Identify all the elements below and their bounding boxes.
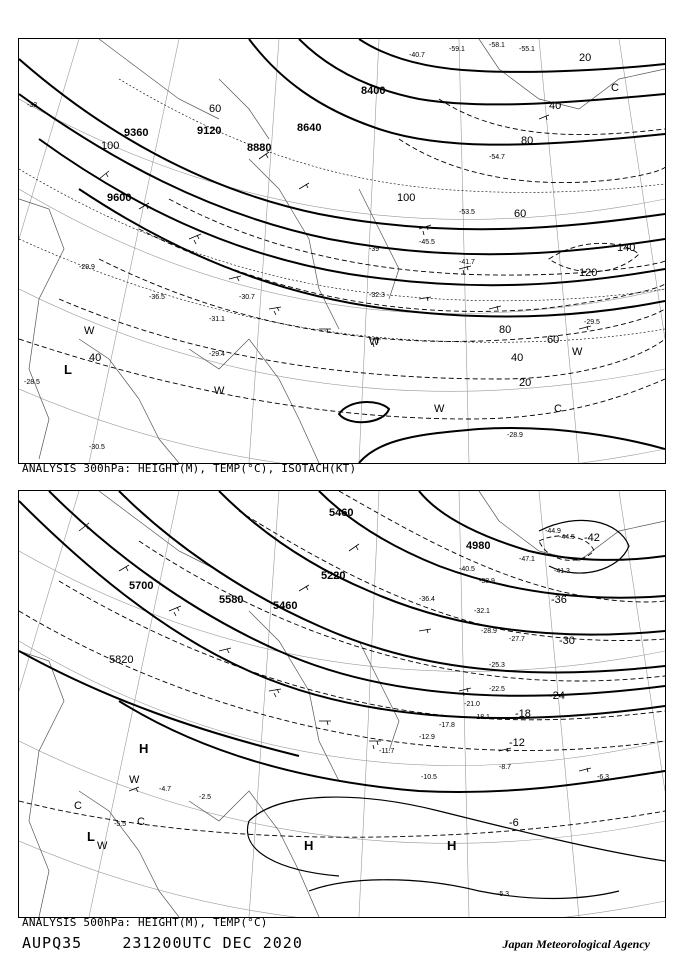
caption-500hpa: ANALYSIS 500hPa: HEIGHT(M), TEMP(°C) [22, 916, 268, 929]
warm-mark: W [572, 346, 583, 358]
temp-value: -30.7 [239, 294, 255, 301]
agency-name: Japan Meteorological Agency [502, 937, 650, 951]
coastline [19, 491, 665, 917]
station-value: -27.7 [509, 636, 525, 643]
station-value: -2.5 [199, 794, 212, 801]
temp-value: -41.7 [459, 259, 475, 266]
height-label-9120: 9120 [197, 125, 222, 137]
height-label-8880: 8880 [247, 142, 272, 154]
warm-mark: W [84, 325, 95, 337]
temp-value: -28.5 [24, 379, 40, 386]
station-value: -6.3 [597, 774, 610, 781]
station-value: -28.9 [481, 628, 497, 635]
low-mark: L [87, 829, 95, 844]
warm-mark: W [434, 403, 445, 415]
isotherm-label: -36 [551, 594, 567, 606]
isotach-label: 120 [579, 267, 598, 279]
isotach-label: 140 [617, 242, 636, 254]
high-mark: H [447, 838, 457, 853]
height-label-9360: 9360 [124, 127, 149, 139]
station-value: -18.1 [474, 714, 490, 721]
station-value: -32.1 [474, 608, 490, 615]
high-mark: H [304, 838, 314, 853]
height-label-8400: 8400 [361, 85, 386, 97]
station-value: -44.5 [559, 534, 575, 541]
isotach-label: 40 [511, 352, 524, 364]
station-value: -41.3 [554, 568, 570, 575]
cold-mark: C [611, 82, 619, 94]
valid-time: 231200UTC DEC 2020 [122, 934, 303, 952]
isotach-label: 80 [521, 135, 534, 147]
height-label-5460b: 5460 [329, 507, 354, 519]
isotherm-label: -12 [509, 737, 525, 749]
station-value: -17.8 [439, 722, 455, 729]
temp-value: -30.5 [89, 444, 105, 451]
warm-mark: W [214, 385, 225, 397]
isotach-label: 40 [89, 352, 102, 364]
chart-code [22, 934, 303, 952]
station-value: -10.5 [421, 774, 437, 781]
temp-value: -28.9 [507, 432, 523, 439]
isotach-label: 100 [101, 140, 120, 152]
station-value: -5.5 [114, 821, 127, 828]
temp-value: -40.7 [409, 52, 425, 59]
temp-value: -29.5 [584, 319, 600, 326]
station-value: -8.7 [499, 764, 512, 771]
temp-value: -29.9 [79, 264, 95, 271]
temp-value: -33 [27, 102, 38, 109]
height-label-5820: 5820 [109, 654, 134, 666]
chart-500hpa [18, 490, 666, 918]
caption-300hpa: ANALYSIS 300hPa: HEIGHT(M), TEMP(°C), ISOTACH(KT) [22, 462, 357, 475]
wind-barbs [99, 115, 591, 347]
station-value: -44.9 [545, 528, 561, 535]
station-value: -4.7 [159, 786, 172, 793]
isotach-label: 60 [514, 208, 527, 220]
height-label-4980: 4980 [466, 540, 491, 552]
height-contours [19, 39, 665, 463]
temp-value: -45.5 [419, 239, 435, 246]
isotach-label: 60 [547, 334, 560, 346]
station-value: -21.0 [464, 701, 480, 708]
map-300hpa [19, 39, 665, 463]
graticule [19, 491, 665, 917]
height-label-5700: 5700 [129, 580, 154, 592]
station-value: -38.9 [479, 578, 495, 585]
temp-value: -55.1 [519, 46, 535, 53]
temp-value: -53.5 [459, 209, 475, 216]
height-label-8640: 8640 [297, 122, 322, 134]
wind-barbs [79, 523, 591, 792]
high-mark: H [139, 741, 149, 756]
height-label-5580: 5580 [219, 594, 244, 606]
chart-300hpa [18, 38, 666, 464]
isotherm-label: -18 [515, 708, 531, 720]
temp-value: -32.3 [369, 292, 385, 299]
warm-mark: W [369, 336, 380, 348]
temp-value: -58.1 [489, 42, 505, 49]
station-value: -12.9 [419, 734, 435, 741]
warm-mark: W [129, 774, 140, 786]
temp-value: -39 [369, 246, 380, 253]
temp-value: -59.1 [449, 46, 465, 53]
height-label-5220: 5220 [321, 570, 346, 582]
isotherm-label: -30 [559, 635, 575, 647]
isotach-label: 20 [579, 52, 592, 64]
height-label-5460: 5460 [273, 600, 298, 612]
station-value: -47.1 [519, 556, 535, 563]
low-mark: L [64, 362, 72, 377]
height-label-9600: 9600 [107, 192, 132, 204]
isotherm-label: -24 [549, 690, 565, 702]
station-value: -5.3 [497, 891, 510, 898]
cold-mark: C [137, 816, 145, 828]
product-code: AUPQ35 [22, 934, 83, 952]
warm-mark: W [97, 840, 108, 852]
temp-value: -31.1 [209, 316, 225, 323]
isotach-label: 100 [397, 192, 416, 204]
isotach-label: 80 [499, 324, 512, 336]
isotach-label: 60 [209, 103, 222, 115]
cold-mark: C [74, 800, 82, 812]
cold-mark: C [554, 403, 562, 415]
station-value: -25.3 [489, 662, 505, 669]
station-value: -22.5 [489, 686, 505, 693]
isotherm-label: -6 [509, 817, 519, 829]
station-value: -11.7 [379, 748, 395, 755]
station-value: -36.4 [419, 596, 435, 603]
temp-value: -54.7 [489, 154, 505, 161]
map-500hpa [19, 491, 665, 917]
temp-value: -36.5 [149, 294, 165, 301]
isotach-label: 40 [549, 100, 562, 112]
station-value: -40.5 [459, 566, 475, 573]
temp-value: -29.4 [209, 351, 225, 358]
isotach-label: 20 [519, 377, 532, 389]
isotherm-label: -42 [584, 532, 600, 544]
